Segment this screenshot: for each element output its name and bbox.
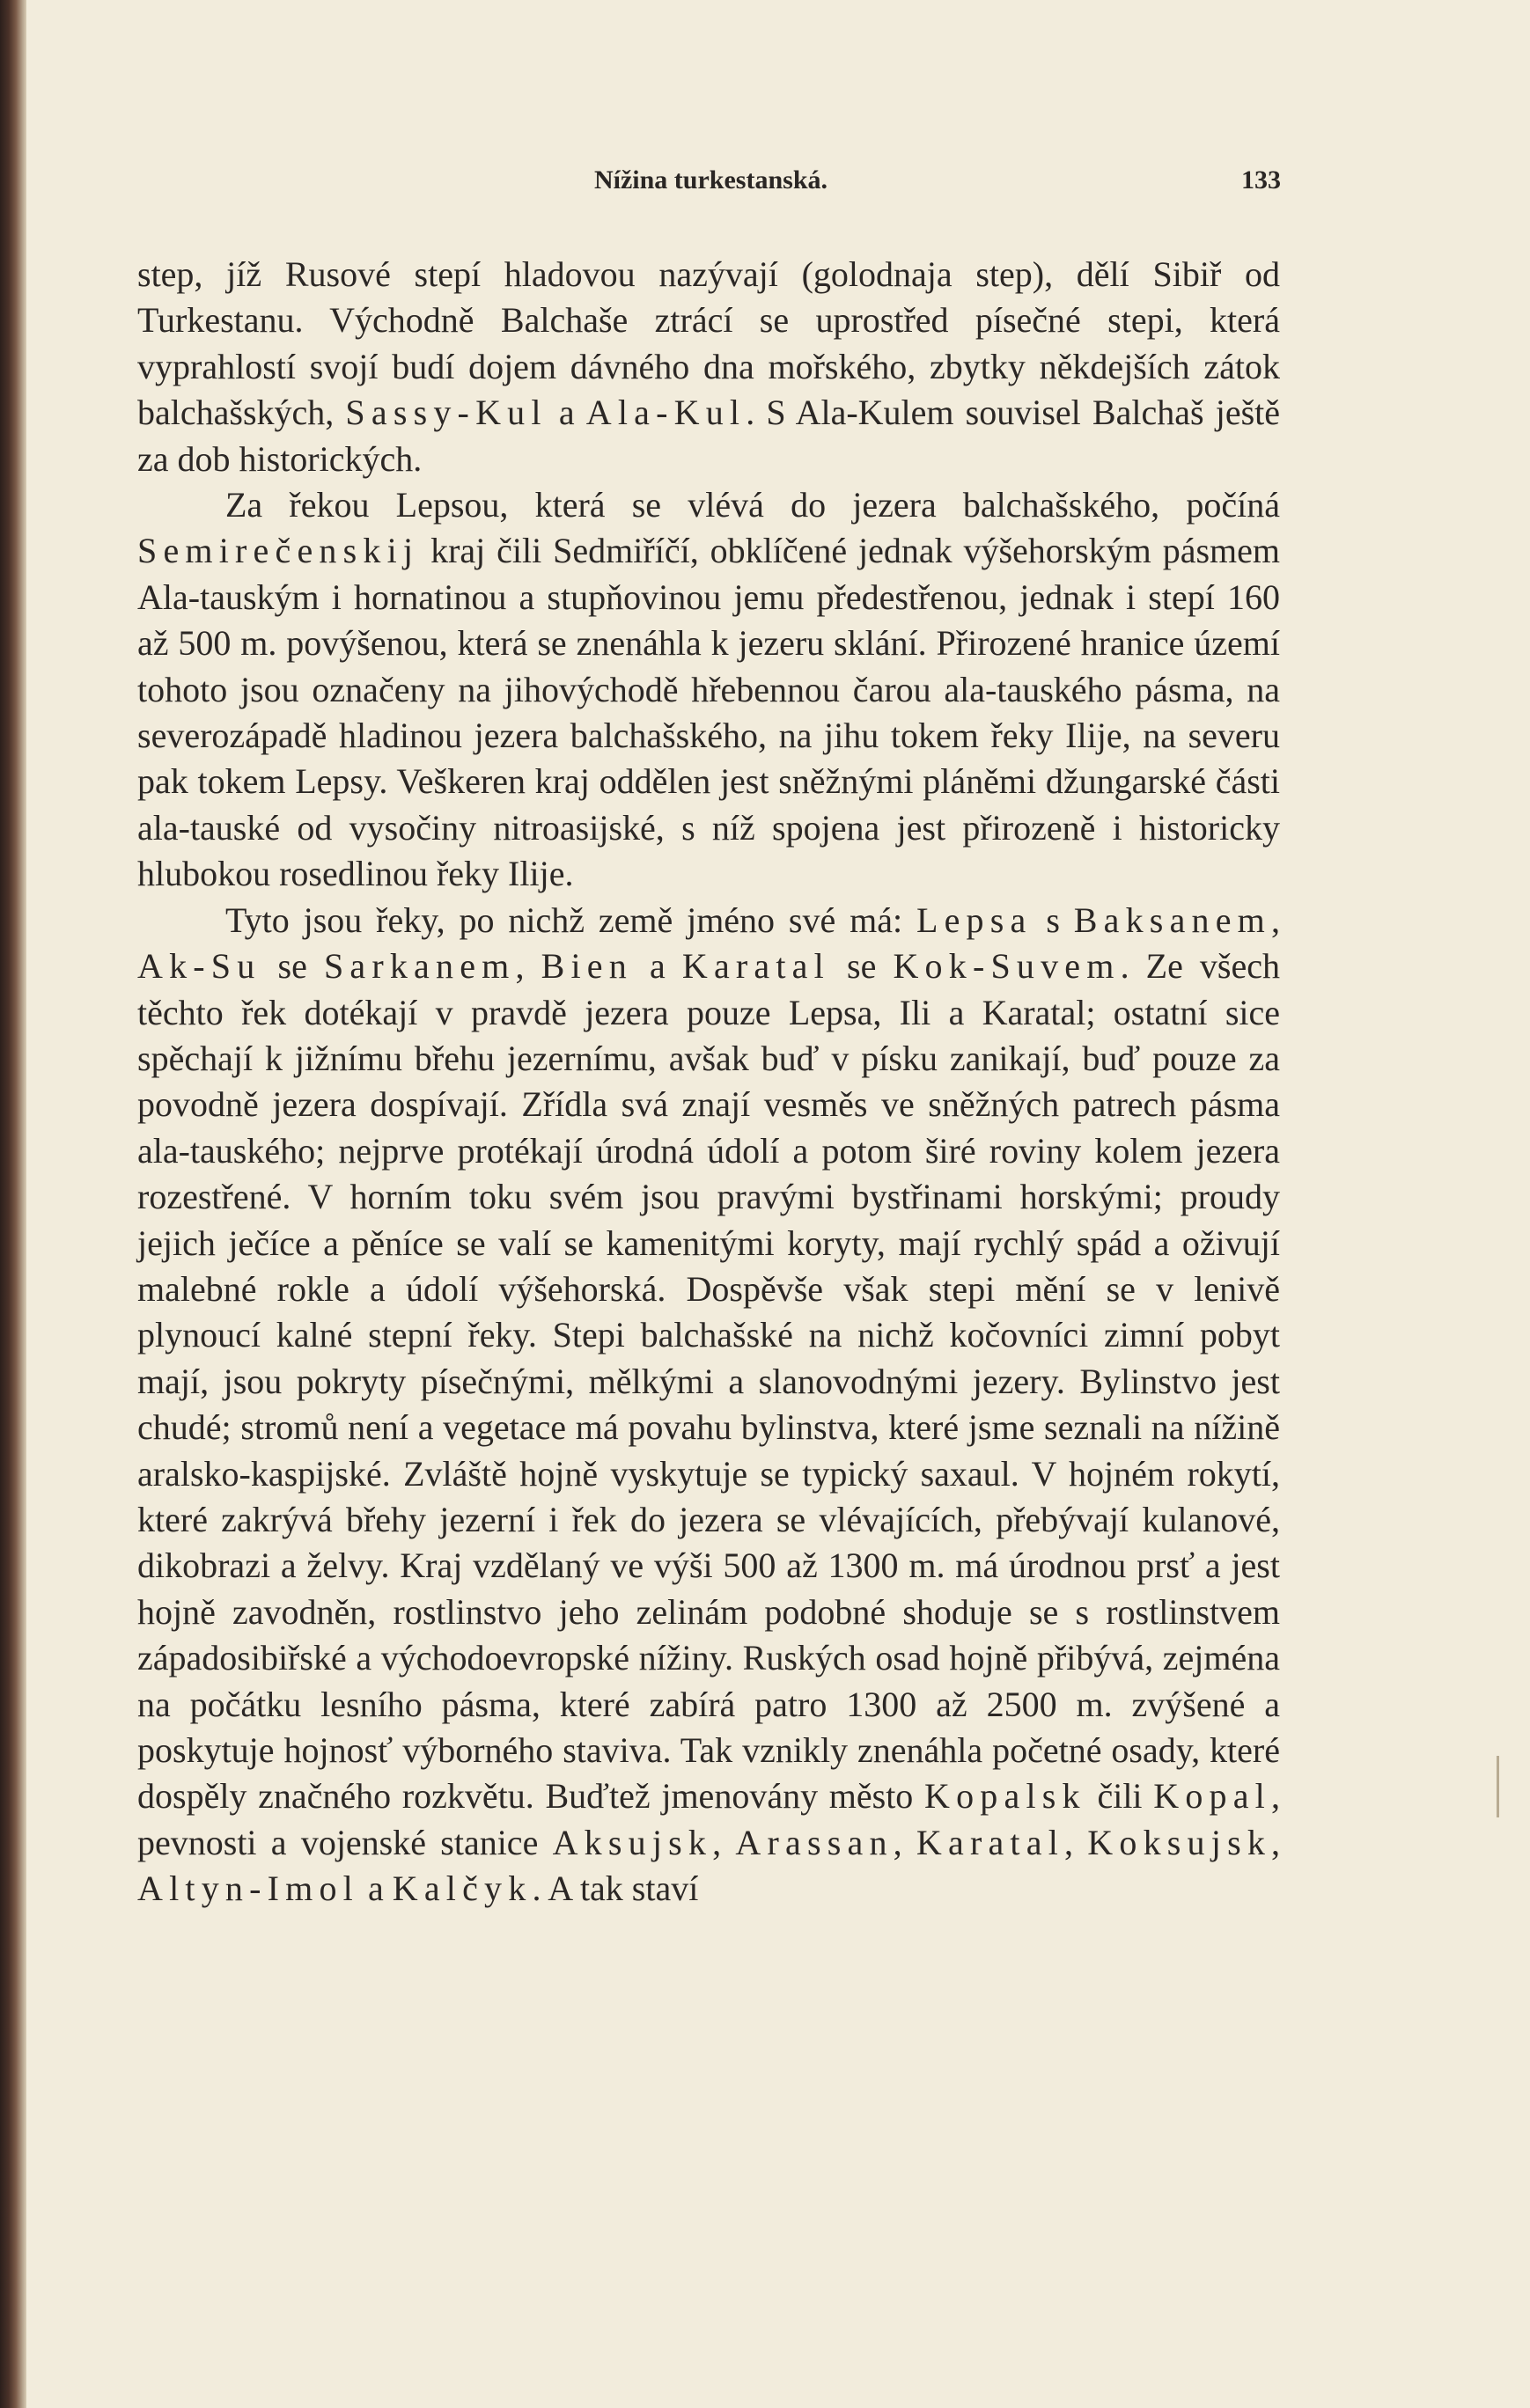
paragraph xyxy=(137,482,1280,898)
running-title: Nížina turkestanská. xyxy=(593,165,828,195)
body-text xyxy=(137,252,1280,1912)
text-segment: Za řekou Lepsou, která se vlévá do jezera balchašského, počíná xyxy=(225,485,1280,525)
text-segment: . Ze všech těchto řek dotékají v pravdě jezera pouze Lepsa, Ili a Karatal; ostatní sice spěchají k jižnímu břehu jezernímu, avšak buď v písku zanikají, buď pouze za povodně jezera dospívají. Zřídla svá znají vesměs ve sněžných patrech pásma ala-tauského; nejprve protékají úrodná údolí a potom širé roviny kolem jezera rozestřené. V horním toku svém jsou pravými bystřinami horskými; proudy jejich ječíce a pěníce se valí se kamenitými koryty, mají rychlý spád a oživují malebné rokle a údolí výšehorská. Dospěvše však stepi mění se v lenivě plynoucí kalné stepní řeky. Stepi balchašské na nichž kočovníci zimní pobyt mají, jsou pokryty písečnými, mělkými a slanovodnými jezery. Bylinstvo jest chudé; stromů není a vegetace má povahu bylinstva, které jsme seznali na nížině aralsko-kaspijské. Zvláště hojně vyskytuje se typický saxaul. V hojném rokytí, které zakrývá břehy jezerní i řek do jezera se vlévajících, přebývají kulanové, dikobrazi a želvy. Kraj vzdělaný ve výši 500 až 1300 m. má úrodnou prsť a jest hojně zavodněn, rostlinstvo jeho zelinám podobné shoduje se s rostlinstvem západosibiřské a východoevropské nížiny. Ruských osad hojně přibývá, zejména na počátku lesního pásma, které zabírá patro 1300 až 2500 m. zvýšené a poskytuje hojnosť výborného staviva. Tak vznikly znenáhla početné osady, které dospěly značného rozkvětu. Buďtež jmenovány město xyxy=(137,946,1280,1817)
emphasized-name: Sassy-Kul xyxy=(345,393,548,433)
text-segment: step, jíž Rusové stepí hladovou nazývají (golodnaja step), dělí Sibiř od Turkestanu. Východně Balchaše ztrácí se uprostřed písečné stepi, která vyprahlostí svojí budí dojem dávného dna mořského, zbytky někdejších zátok balchašských, xyxy=(137,254,1280,433)
emphasized-name: Kok-Suvem xyxy=(893,946,1121,987)
emphasized-name: Karatal xyxy=(916,1822,1065,1862)
emphasized-name: Baksanem xyxy=(1073,899,1271,940)
text-segment: čili xyxy=(1085,1776,1154,1817)
emphasized-name: Kalčyk xyxy=(392,1868,533,1909)
emphasized-name: Sarkanem xyxy=(323,946,516,987)
paragraph xyxy=(137,252,1280,482)
text-segment: Tyto jsou řeky, po nichž země jméno své má: xyxy=(225,899,916,940)
text-segment: . A tak staví xyxy=(532,1868,699,1909)
emphasized-name: Kopal xyxy=(1153,1776,1271,1817)
text-segment: a xyxy=(547,393,586,433)
emphasized-name: Ak-Su xyxy=(137,946,261,987)
emphasized-name: Koksujsk xyxy=(1087,1822,1272,1862)
page-number: 133 xyxy=(1241,165,1281,195)
text-segment: , pevnosti a vojenské stanice xyxy=(137,1776,1280,1862)
text-segment: a xyxy=(358,1868,393,1909)
emphasized-name: Altyn-Imol xyxy=(137,1868,359,1909)
emphasized-name: Karatal xyxy=(681,946,830,987)
text-segment: , xyxy=(1271,899,1280,940)
text-segment: , xyxy=(712,1822,736,1862)
text-segment: , xyxy=(1271,1822,1281,1862)
margin-mark xyxy=(1497,1756,1499,1817)
emphasized-name: Semirečenskij xyxy=(137,531,420,571)
text-segment: . S Ala-Kulem souvisel Balchaš ještě za dob historických. xyxy=(137,393,1281,479)
text-segment: , xyxy=(515,946,541,987)
emphasized-name: Bien xyxy=(541,946,633,987)
text-segment: se xyxy=(829,946,894,987)
paragraph xyxy=(137,898,1280,1912)
emphasized-name: Lepsa xyxy=(916,899,1033,940)
text-segment: kraj čili Sedmiříčí, obklíčené jednak výšehorským pásmem Ala-tauským i hornatinou a stupňovinou jemu předestřenou, jednak i stepí 160 až 500 m. povýšenou, která se znenáhla k jezeru sklání. Přirozené hranice území tohoto jsou označeny na jihovýchodě hřebennou čarou ala-tauského pásma, na severozápadě hladinou jezera balchašského, na jihu tokem řeky Ilije, na severu pak tokem Lepsy. Veškeren kraj oddělen jest sněžnými pláněmi džungarské části ala-tauské od vysočiny nitroasijské, s níž spojena jest přirozeně i historicky hlubokou rosedlinou řeky Ilije. xyxy=(137,531,1280,894)
page-binding-edge xyxy=(0,0,26,2408)
text-segment: , xyxy=(893,1822,916,1862)
emphasized-name: Arassan xyxy=(735,1822,894,1862)
page-header xyxy=(141,165,1281,201)
text-segment: se xyxy=(261,946,324,987)
text-segment: a xyxy=(632,946,682,987)
emphasized-name: Ala-Kul xyxy=(585,393,747,433)
emphasized-name: Kopalsk xyxy=(924,1776,1086,1817)
emphasized-name: Aksujsk xyxy=(552,1822,713,1862)
text-segment: , xyxy=(1064,1822,1088,1862)
text-segment: s xyxy=(1032,899,1074,940)
